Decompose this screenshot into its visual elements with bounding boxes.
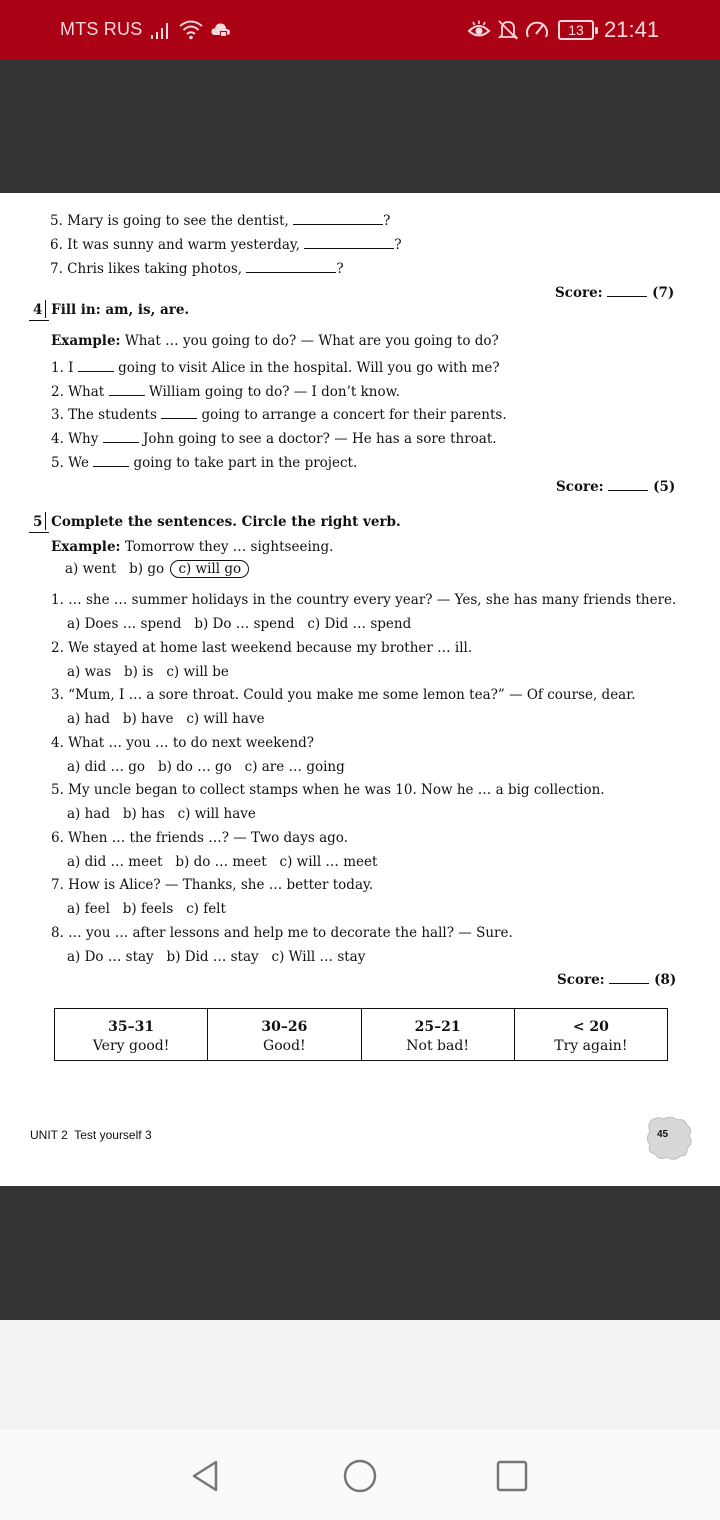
sentence-start: 4. Why <box>51 431 99 447</box>
sentence-end: William going to do? — I don’t know. <box>148 384 400 400</box>
option: b) feels <box>122 901 174 917</box>
list-item <box>51 431 497 447</box>
page-number: 45 <box>657 1129 669 1140</box>
section-instruction: Complete the sentences. Circle the right verb. <box>51 514 401 530</box>
score-blank <box>607 296 647 297</box>
wifi-icon <box>178 18 204 40</box>
bell-off-icon <box>497 19 519 41</box>
option: b) go <box>129 561 165 577</box>
gauge-icon <box>524 19 550 41</box>
question: 4. What … you … to do next weekend? <box>51 735 315 751</box>
list-item: 5. Mary is going to see the dentist, ? <box>50 213 391 229</box>
grade-range: < 20 <box>514 1009 667 1035</box>
section-heading <box>33 514 401 530</box>
option: b) has <box>122 806 165 822</box>
example-text: What … you going to do? — What are you going to do? <box>124 333 499 349</box>
clock: 21:41 <box>604 17 660 42</box>
score-blank <box>609 983 649 984</box>
question: 1. … she … summer holidays in the country every year? — Yes, she has many friends there. <box>51 592 677 608</box>
signal-icon <box>150 20 172 40</box>
example-text: Tomorrow they … sightseeing. <box>124 539 334 555</box>
option: b) have <box>122 711 174 727</box>
options <box>67 901 226 917</box>
option: a) feel <box>67 901 110 917</box>
score-line <box>556 479 675 495</box>
option: a) did … go <box>67 759 146 775</box>
battery-level: 13 <box>568 22 584 38</box>
document-page[interactable] <box>0 193 720 1186</box>
option: a) did … meet <box>67 854 163 870</box>
sentence-start: 1. I <box>51 360 74 376</box>
sentence-end: John going to see a doctor? — He has a sore throat. <box>142 431 497 447</box>
section-number: 5 <box>33 514 46 530</box>
battery-icon <box>558 20 594 40</box>
example-line <box>51 333 499 349</box>
unit-label: UNIT 2 <box>30 1128 68 1142</box>
score-label: Score: <box>556 479 604 495</box>
sentence-start: 3. The students <box>51 407 157 423</box>
page-number-badge <box>644 1114 694 1162</box>
options <box>67 616 411 632</box>
score-blank <box>608 490 648 491</box>
option: a) Do … stay <box>67 949 154 965</box>
option: c) will be <box>166 664 229 680</box>
status-bar <box>0 0 720 60</box>
answer-blank <box>161 418 197 419</box>
example-label: Example: <box>51 333 121 349</box>
eye-icon <box>467 20 491 40</box>
section-heading <box>33 302 189 318</box>
home-icon[interactable] <box>342 1458 378 1494</box>
question: 3. “Mum, I … a sore throat. Could you make me some lemon tea?” — Of course, dear. <box>51 687 636 703</box>
sentence-end: going to take part in the project. <box>133 455 358 471</box>
answer-blank <box>109 395 145 396</box>
section-number: 4 <box>33 302 46 318</box>
score-max: (7) <box>652 285 675 301</box>
option: c) will have <box>177 806 256 822</box>
options <box>67 711 265 727</box>
section-instruction: Fill in: am, is, are. <box>51 302 190 318</box>
question: 6. When … the friends …? — Two days ago. <box>51 830 348 846</box>
grades-table <box>54 1008 668 1061</box>
option: b) do … meet <box>175 854 267 870</box>
option: c) Did … spend <box>307 616 412 632</box>
viewer-top-area <box>0 60 720 193</box>
option: a) was <box>67 664 112 680</box>
answer-blank <box>246 272 336 273</box>
question: 8. … you … after lessons and help me to decorate the hall? — Sure. <box>51 925 513 941</box>
answer-blank <box>293 224 383 225</box>
options <box>67 854 377 870</box>
option: c) will have <box>186 711 265 727</box>
grade-range: 35–31 <box>55 1009 208 1035</box>
options <box>67 949 365 965</box>
list-item: 6. It was sunny and warm yesterday, ? <box>50 237 402 253</box>
option: b) do … go <box>157 759 232 775</box>
answer-blank <box>304 248 394 249</box>
option: a) Does … spend <box>67 616 182 632</box>
page-stamp-icon <box>644 1114 694 1162</box>
sentence-text: 7. Chris likes taking photos, <box>50 261 243 277</box>
footer-title: Test yourself 3 <box>74 1128 152 1142</box>
grade-range: 25–21 <box>361 1009 514 1035</box>
option: b) Do … spend <box>194 616 295 632</box>
cloud-icon <box>210 21 232 39</box>
option: c) are … going <box>244 759 345 775</box>
score-label: Score: <box>555 285 603 301</box>
sentence-text: 5. Mary is going to see the dentist, <box>50 213 289 229</box>
sentence-end: going to arrange a concert for their parents. <box>201 407 507 423</box>
option: a) went <box>65 561 117 577</box>
circled-option: c) will go <box>170 560 249 578</box>
option: c) will … meet <box>279 854 378 870</box>
sentence-start: 2. What <box>51 384 105 400</box>
answer-blank <box>78 371 114 372</box>
answer-blank <box>103 442 139 443</box>
list-item: 7. Chris likes taking photos, ? <box>50 261 344 277</box>
list-item <box>51 455 357 471</box>
recents-icon[interactable] <box>494 1458 530 1494</box>
table-row <box>55 1009 668 1035</box>
question: 2. We stayed at home last weekend because my brother … ill. <box>51 640 473 656</box>
table-row <box>55 1035 668 1061</box>
grade-label: Good! <box>208 1035 361 1061</box>
options <box>67 806 256 822</box>
option: a) had <box>67 806 110 822</box>
list-item <box>51 360 500 376</box>
page-footer <box>30 1128 152 1142</box>
score-label: Score: <box>557 972 605 988</box>
navigation-bar <box>0 1430 720 1520</box>
grade-label: Try again! <box>514 1035 667 1061</box>
option: b) Did … stay <box>166 949 259 965</box>
list-item <box>51 384 400 400</box>
sentence-text: 6. It was sunny and warm yesterday, <box>50 237 301 253</box>
example-options <box>65 561 249 577</box>
grade-range: 30–26 <box>208 1009 361 1035</box>
sentence-end: going to visit Alice in the hospital. Will you go with me? <box>118 360 500 376</box>
score-line <box>555 285 674 301</box>
viewer-bottom-area <box>0 1186 720 1320</box>
score-max: (5) <box>653 479 676 495</box>
grade-label: Very good! <box>55 1035 208 1061</box>
score-line <box>557 972 676 988</box>
carrier-label: MTS RUS <box>60 19 143 39</box>
question: 7. How is Alice? — Thanks, she … better today. <box>51 877 374 893</box>
options <box>67 664 229 680</box>
question: 5. My uncle began to collect stamps when he was 10. Now he … a big collection. <box>51 782 605 798</box>
options <box>67 759 345 775</box>
grade-label: Not bad! <box>361 1035 514 1061</box>
answer-blank <box>93 466 129 467</box>
option: c) Will … stay <box>271 949 366 965</box>
back-icon[interactable] <box>188 1458 224 1494</box>
option: a) had <box>67 711 110 727</box>
score-max: (8) <box>654 972 677 988</box>
example-label: Example: <box>51 539 121 555</box>
empty-area <box>0 1320 720 1430</box>
list-item <box>51 407 507 423</box>
option: b) is <box>124 664 154 680</box>
sentence-start: 5. We <box>51 455 89 471</box>
example-line <box>51 539 333 555</box>
option: c) felt <box>186 901 226 917</box>
